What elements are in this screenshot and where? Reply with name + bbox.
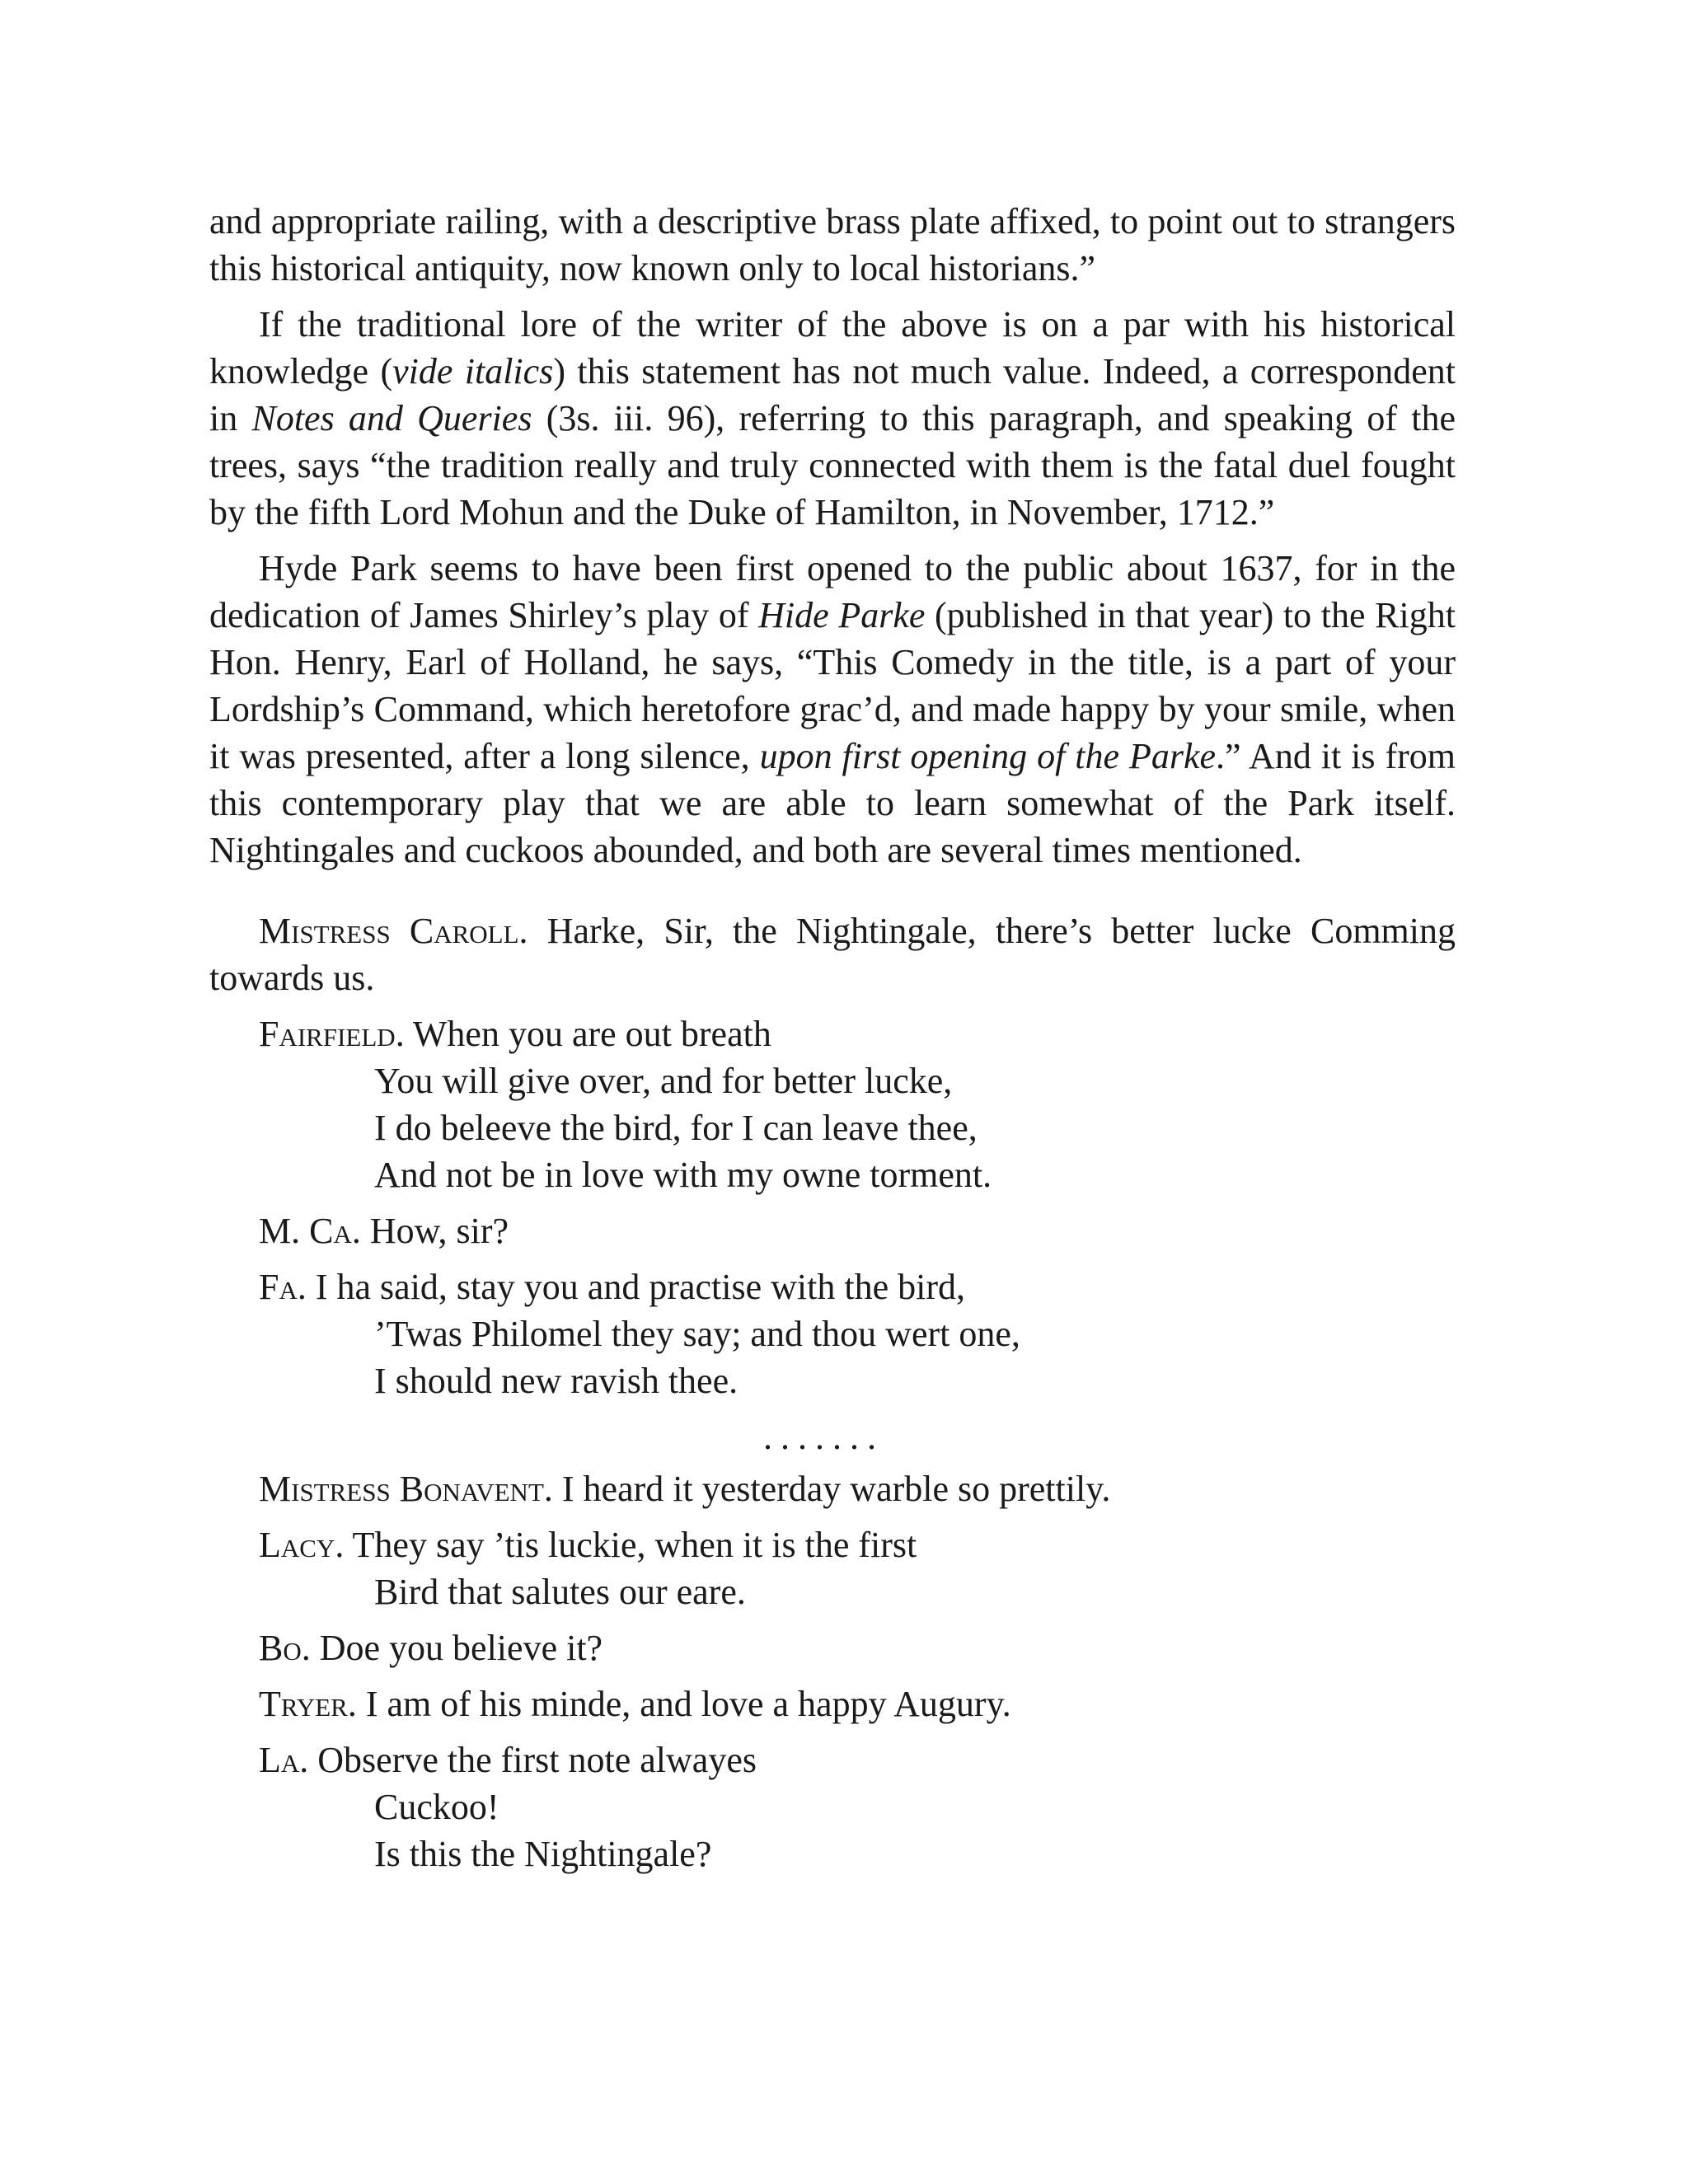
speech-text: . I am of his minde, and love a happy Augury.: [347, 1684, 1011, 1724]
page-text: [209, 198, 1456, 1886]
speech-line: [209, 1465, 1456, 1512]
speech-tryer: [209, 1680, 1456, 1727]
speech-line: [209, 1680, 1456, 1727]
speech-line: [209, 1010, 1456, 1057]
paragraph-text: If the traditional lore of the writer of the above is on a par with his historical knowledge (: [209, 304, 1456, 391]
italic-phrase: vide italics: [392, 351, 554, 391]
speech-bo: [209, 1624, 1456, 1671]
italic-title: Hide Parke: [758, 595, 926, 635]
paragraph-text: (3s. iii. 96), referring to this paragraph, and speaking of the trees, says “the tradition really and truly connected with them is the fatal duel fought by the fifth Lord Mohun and the Duke of Hamilton, in November, 1712.”: [209, 398, 1456, 532]
ellipsis-separator: .......: [763, 1417, 884, 1457]
verse-line: ’Twas Philomel they say; and thou wert one,: [374, 1314, 1020, 1354]
speech-text: . When you are out breath: [395, 1014, 771, 1054]
italic-phrase: upon first opening of the Parke: [759, 736, 1217, 776]
paragraph-1: [209, 198, 1456, 292]
speaker-name: M. Ca: [259, 1211, 352, 1251]
speech-la: [209, 1736, 1456, 1877]
speech-fa: [209, 1263, 1456, 1404]
speech-text: . I ha said, stay you and practise with the bird,: [297, 1267, 965, 1307]
speech-text: . Observe the first note alwayes: [299, 1740, 757, 1780]
verse-line: Bird that salutes our eare.: [374, 1572, 746, 1612]
speaker-name: Lacy: [259, 1525, 335, 1565]
verse-line: Is this the Nightingale?: [374, 1834, 712, 1874]
speech-text: . Harke, Sir, the Nightingale, there’s better lucke Comming towards us.: [209, 911, 1456, 998]
speaker-name: La: [259, 1740, 300, 1780]
speech-m-ca: [209, 1207, 1456, 1254]
verse-line: And not be in love with my owne torment.: [374, 1155, 992, 1195]
paragraph-text: ) this statement has not much value. Indeed, a correspondent in: [209, 351, 1456, 438]
speech-text: . I heard it yesterday warble so prettily.: [543, 1469, 1111, 1509]
verse-line: Cuckoo!: [374, 1787, 499, 1827]
paragraph-2: [209, 301, 1456, 536]
paragraph-text: Hyde Park seems to have been first opened to the public about 1637, for in the dedication of James Shirley’s play of: [209, 548, 1456, 635]
speech-text: . Doe you believe it?: [301, 1628, 603, 1668]
paragraph-text: and appropriate railing, with a descriptive brass plate affixed, to point out to strangers this historical antiquity, now known only to local historians.”: [209, 201, 1456, 288]
verse-line: I should new ravish thee.: [374, 1361, 738, 1401]
paragraph-3: [209, 545, 1456, 874]
speech-lacy: [209, 1521, 1456, 1615]
speech-caroll: [209, 907, 1456, 1001]
verse-line: You will give over, and for better lucke,: [374, 1061, 953, 1101]
speaker-name: Tryer: [259, 1684, 348, 1724]
speech-line: [209, 1521, 1456, 1568]
italic-title: Notes and Queries: [251, 398, 532, 438]
verse-line: I do beleeve the bird, for I can leave thee,: [374, 1108, 978, 1148]
speech-line: [209, 1736, 1456, 1783]
speaker-name: Fa: [259, 1267, 298, 1307]
spacer: [209, 883, 1456, 907]
speaker-name: Mistress Bonavent: [259, 1469, 544, 1509]
speech-fairfield: [209, 1010, 1456, 1198]
speech-line: [209, 1263, 1456, 1310]
speech-line: [209, 1624, 1456, 1671]
speaker-name: Bo: [259, 1628, 302, 1668]
speech-line: [209, 1207, 1456, 1254]
paragraph-text: .” And it is from this contemporary play that we are able to learn somewhat of the Park itself. Nightingales and cuckoos abounded, and both are several times mentioned.: [209, 736, 1456, 870]
paragraph-text: (published in that year) to the Right Hon. Henry, Earl of Holland, he says, “This Comedy in the title, is a part of your Lordship’s Command, which heretofore grac’d, and made happy by your smile, when it was presented, after a long silence,: [209, 595, 1456, 776]
speaker-name: Mistress Caroll: [259, 911, 519, 951]
speech-text: . They say ’tis luckie, when it is the first: [335, 1525, 917, 1565]
speaker-name: Fairfield: [259, 1014, 396, 1054]
speech-bonavent: [209, 1465, 1456, 1512]
speech-text: . How, sir?: [351, 1211, 509, 1251]
